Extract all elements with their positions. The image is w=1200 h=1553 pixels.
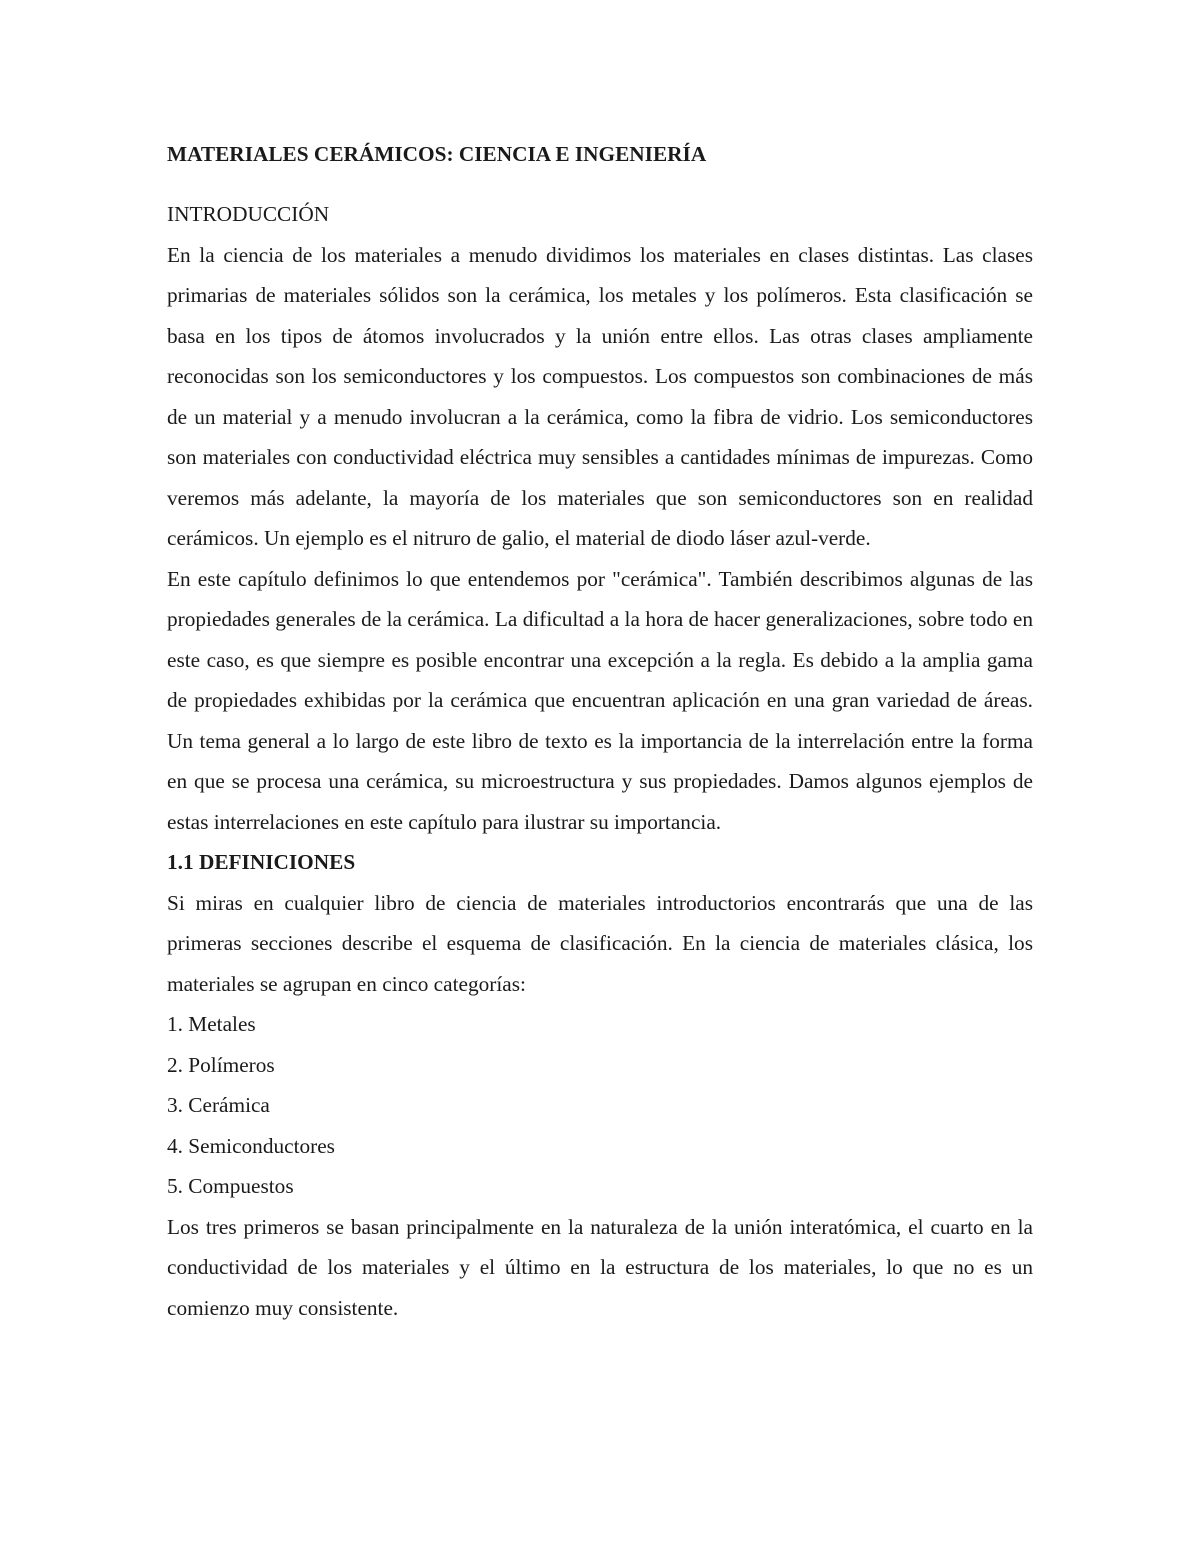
list-item: 4. Semiconductores — [167, 1133, 335, 1158]
section-heading: 1.1 DEFINICIONES — [167, 850, 356, 874]
list-item: 2. Polímeros — [167, 1052, 275, 1077]
intro-paragraph-1: En la ciencia de los materiales a menudo dividimos los materiales en clases distintas. Las clases primarias de materiales sólidos son la cerámica, los metales y los polímeros. Esta clasificación se basa en los tipos de átomos involucrados y la unión entre ellos. Las otras clases ampliamente reconocidas son los semiconductores y los compuestos. Los compuestos son combinaciones de más de un material y a menudo involucran a la cerámica, como la fibra de vidrio. Los semiconductores son materiales con conductividad eléctrica muy sensibles a cantidades mínimas de impurezas. Como veremos más adelante, la mayoría de los materiales que son semiconductores son en realidad cerámicos. Un ejemplo es el nitruro de galio, el material de diodo láser azul-verde. — [167, 242, 1033, 550]
list-item: 3. Cerámica — [167, 1093, 270, 1117]
intro-paragraph-2: En este capítulo definimos lo que entendemos por "cerámica". También describimos algunas de las propiedades generales de la cerámica. La dificultad a la hora de hacer generalizaciones, sobre todo en este caso, es que siempre es posible encontrar una excepción a la regla. Es debido a la amplia gama de propiedades exhibidas por la cerámica que encuentran aplicación en una gran variedad de áreas. Un tema general a lo largo de este libro de texto es la importancia de la interrelación entre la forma en que se procesa una cerámica, su microestructura y sus propiedades. Damos algunos ejemplos de estas interrelaciones en este capítulo para ilustrar su importancia. — [167, 566, 1033, 834]
list-item: 1. Metales — [167, 1012, 256, 1036]
closing-paragraph: Los tres primeros se basan principalmente en la naturaleza de la unión interatómica, el cuarto en la conductividad de los materiales y el último en la estructura de los materiales, lo que no es un comienzo muy consistente. — [167, 1214, 1033, 1320]
intro-heading: INTRODUCCIÓN — [167, 202, 330, 226]
category-list — [167, 1004, 1033, 1207]
list-item: 5. Compuestos — [167, 1174, 294, 1198]
section-paragraph: Si miras en cualquier libro de ciencia de materiales introductorios encontrarás que una de las primeras secciones describe el esquema de clasificación. En la ciencia de materiales clásica, los materiales se agrupan en cinco categorías: — [167, 890, 1033, 996]
document-page — [167, 138, 1033, 1328]
document-title: MATERIALES CERÁMICOS: CIENCIA E INGENIERÍA — [167, 142, 707, 166]
